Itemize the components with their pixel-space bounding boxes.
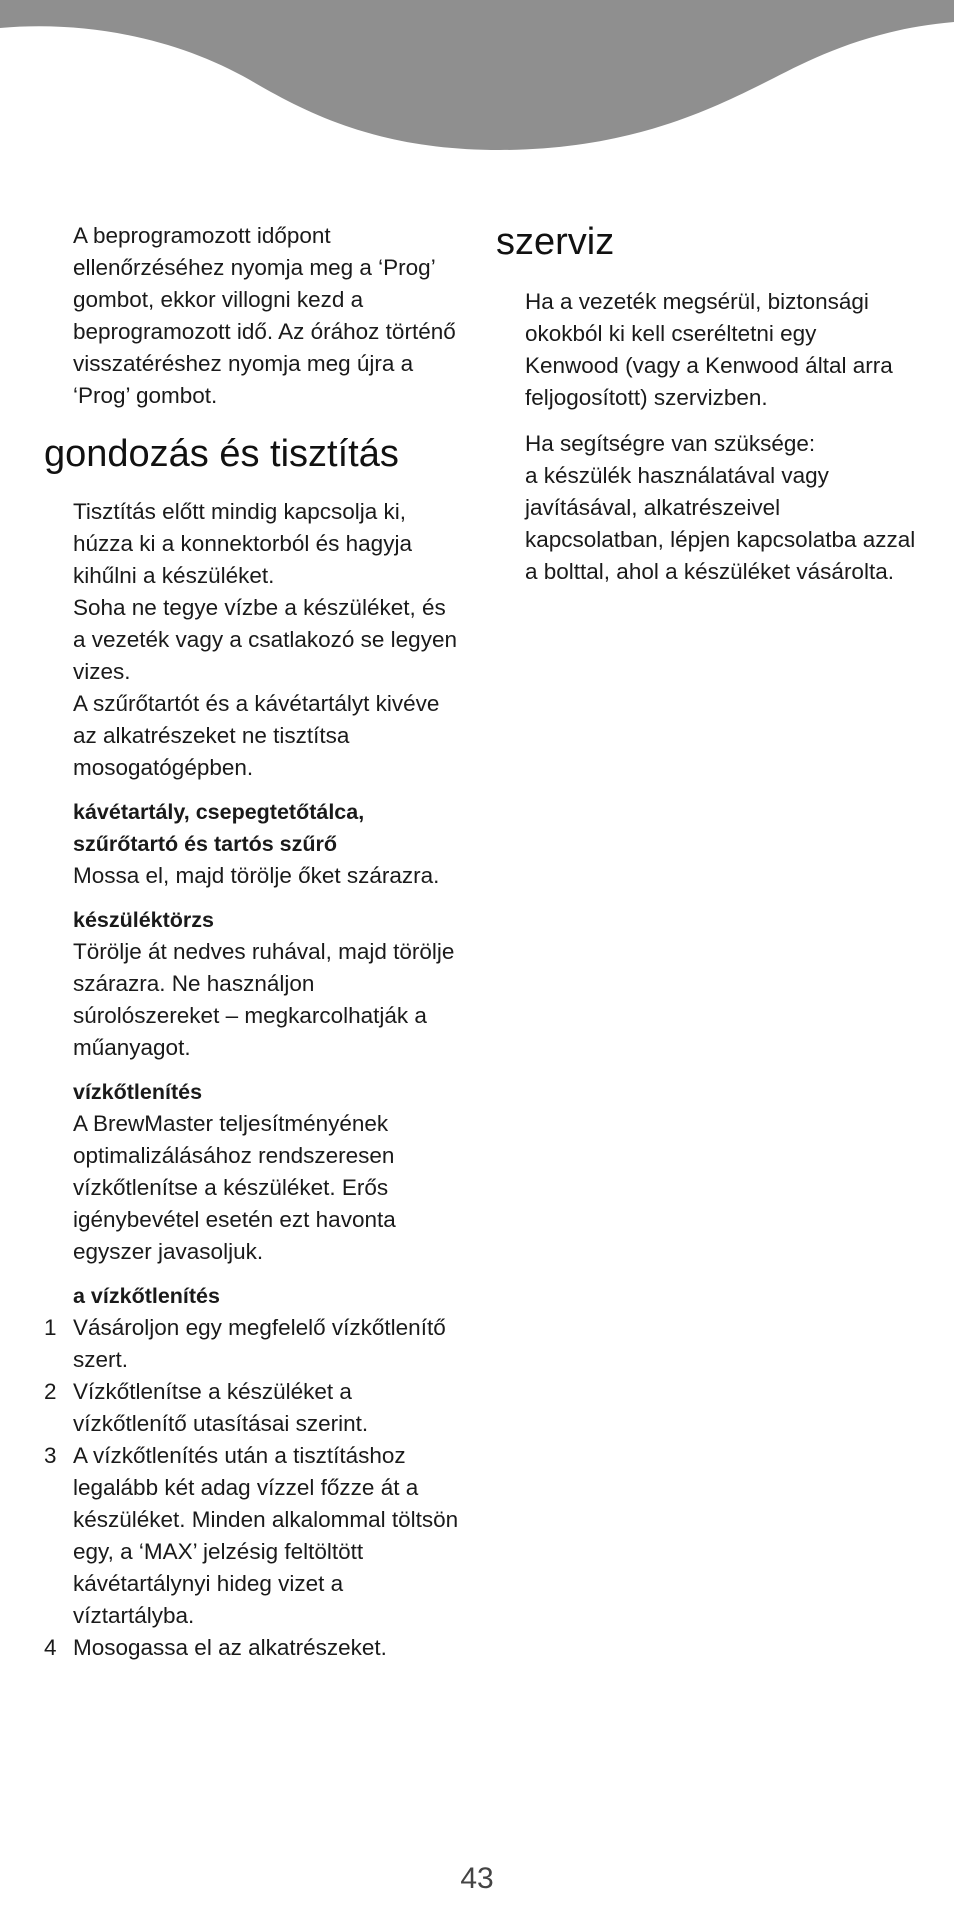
list-item (44, 1440, 464, 1632)
care-paragraph-3: A szűrőtartót és a kávétartályt kivéve az alkatrészeket ne tisztítsa mosogatógépben. (73, 691, 440, 780)
care-paragraph-1: Tisztítás előtt mindig kapcsolja ki, húzza ki a konnektorból és hagyja kihűlni a készüléket. (73, 499, 412, 588)
service-heading: szerviz (496, 221, 615, 263)
step-text: Vízkőtlenítse a készüléket a vízkőtlenítő utasításai szerint. (73, 1379, 369, 1436)
page-number: 43 (460, 1862, 494, 1895)
left-column (44, 220, 464, 1664)
service-paragraph-2b: a készülék használatával vagy javításával, alkatrészeivel kapcsolatban, lépjen kapcsolatba azzal a bolttal, ahol a készüléket vásárolta. (525, 463, 916, 584)
step-number: 4 (44, 1635, 57, 1660)
descaling-steps-list (44, 1312, 464, 1664)
care-cleaning-heading: gondozás és tisztítás (44, 433, 399, 475)
list-item (44, 1312, 464, 1376)
prog-check-paragraph: A beprogramozott időpont ellenőrzéséhez nyomja meg a ‘Prog’ gombot, ekkor villogni kezd a beprogramozott idő. Az órához történő visszatéréshez nyomja meg újra a ‘Prog’ gombot. (73, 223, 456, 408)
step-text: Vásároljon egy megfelelő vízkőtlenítő szert. (73, 1315, 446, 1372)
step-text: A vízkőtlenítés után a tisztításhoz legalább két adag vízzel főzze át a készüléket. Minden alkalommal töltsön egy, a ‘MAX’ jelzésig feltöltött kávétartálynyi hideg vizet a víztartályba. (73, 1443, 459, 1628)
step-number: 1 (44, 1315, 57, 1340)
jug-filter-text: Mossa el, majd törölje őket szárazra. (73, 863, 440, 888)
step-text: Mosogassa el az alkatrészeket. (73, 1635, 387, 1660)
service-paragraph-1: Ha a vezeték megsérül, biztonsági okokból ki kell cseréltetni egy Kenwood (vagy a Kenwood által arra feljogosított) szervizben. (525, 289, 893, 410)
descaling-subheading: vízkőtlenítés (73, 1080, 203, 1104)
descaling-steps-subheading: a vízkőtlenítés (73, 1284, 220, 1308)
service-paragraph-2a: Ha segítségre van szüksége: (525, 431, 816, 456)
step-number: 2 (44, 1379, 57, 1404)
care-paragraph-2: Soha ne tegye vízbe a készüléket, és a vezeték vagy a csatlakozó se legyen vizes. (73, 595, 457, 684)
jug-filter-subheading: kávétartály, csepegtetőtálca, szűrőtartó és tartós szűrő (73, 800, 365, 856)
header-wave-decoration (0, 0, 954, 160)
right-column (496, 220, 916, 588)
step-number: 3 (44, 1443, 57, 1468)
descaling-text: A BrewMaster teljesítményének optimalizálásához rendszeresen vízkőtlenítse a készüléket. Erős igénybevétel esetén ezt havonta egyszer javasoljuk. (73, 1111, 396, 1264)
body-subheading: készüléktörzs (73, 908, 215, 932)
body-text: Törölje át nedves ruhával, majd törölje szárazra. Ne használjon súrolószereket – megkarcolhatják a műanyagot. (73, 939, 455, 1060)
list-item (44, 1376, 464, 1440)
list-item (44, 1632, 464, 1664)
